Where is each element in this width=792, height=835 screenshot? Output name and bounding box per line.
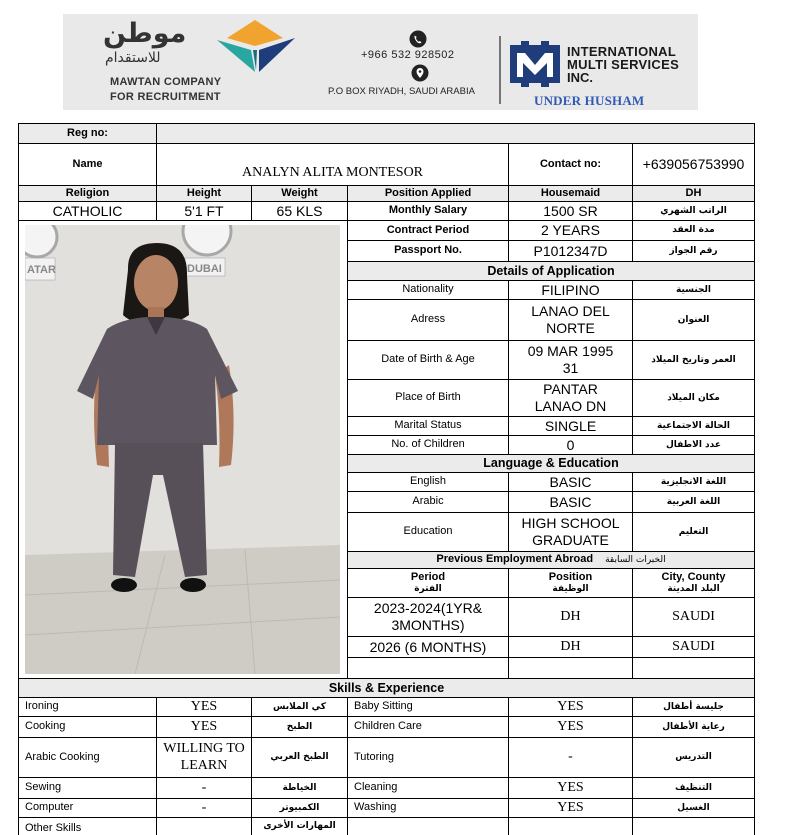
employment-city-1: SAUDI: [632, 597, 755, 637]
reg-no-value: [156, 123, 755, 144]
place-of-birth-arabic: مكان الميلاد: [632, 379, 755, 417]
skill-ironing-value: YES: [156, 697, 252, 717]
skill-childcare-label: Children Care: [347, 716, 509, 738]
address-arabic: العنوان: [632, 299, 755, 341]
skill-babysitting-value: YES: [508, 697, 633, 717]
name-label: Name: [18, 143, 157, 186]
header-divider: [499, 36, 501, 104]
contract-period-label: Contract Period: [347, 220, 509, 241]
marital-status-label: Marital Status: [347, 416, 509, 436]
passport-label: Passport No.: [347, 240, 509, 262]
employment-empty-3: [632, 657, 755, 679]
address-value: LANAO DEL NORTE: [508, 299, 633, 341]
name-value: ANALYN ALITA MONTESOR: [156, 143, 509, 186]
ims-logo-icon: [507, 41, 563, 87]
position-applied-label: Position Applied: [347, 185, 509, 202]
weight-label: Weight: [251, 185, 348, 202]
english-label: English: [347, 472, 509, 492]
skill-computer-label: Computer: [18, 798, 157, 818]
clock-label-right: DUBAI: [187, 263, 222, 275]
arabic-value: BASIC: [508, 491, 633, 513]
religion-label: Religion: [18, 185, 157, 202]
marital-status-arabic: الحالة الاجتماعية: [632, 416, 755, 436]
skill-computer-value: -: [156, 798, 252, 818]
mawtan-logo-icon: [213, 18, 298, 74]
skill-sewing-arabic: الخياطة: [251, 777, 348, 799]
skill-tutoring-value: -: [508, 737, 633, 778]
skill-cooking-value: YES: [156, 716, 252, 738]
skill-arabic-cooking-label: Arabic Cooking: [18, 737, 157, 778]
place-of-birth-value: PANTAR LANAO DN: [508, 379, 633, 417]
header-address: P.O BOX RIYADH, SAUDI ARABIA: [328, 86, 475, 97]
employment-title: Previous Employment Abroad: [436, 553, 594, 566]
skill-other-value: [156, 817, 252, 835]
nationality-label: Nationality: [347, 280, 509, 300]
employment-position-2: DH: [508, 636, 633, 658]
skill-arabic-cooking-value: WILLING TO LEARN: [156, 737, 252, 778]
english-value: BASIC: [508, 472, 633, 492]
education-value: HIGH SCHOOL GRADUATE: [508, 512, 633, 552]
company-arabic-name: موطن: [103, 18, 187, 49]
skills-section-title: Skills & Experience: [18, 678, 755, 698]
passport-arabic: رقم الجواز: [632, 240, 755, 262]
company-arabic-subtitle: للاستقدام: [105, 50, 161, 66]
skill-empty-value: [508, 817, 633, 835]
monthly-salary-label: Monthly Salary: [347, 201, 509, 221]
children-arabic: عدد الاطفال: [632, 435, 755, 455]
location-pin-icon: [411, 64, 429, 82]
children-label: No. of Children: [347, 435, 509, 455]
employment-period-1: 2023-2024(1YR& 3MONTHS): [347, 597, 509, 637]
skill-cleaning-arabic: التنظيف: [632, 777, 755, 799]
skill-ironing-arabic: كي الملابس: [251, 697, 348, 717]
ims-name-line1: INTERNATIONAL: [567, 44, 677, 59]
dob-age-label: Date of Birth & Age: [347, 340, 509, 380]
employment-city-2: SAUDI: [632, 636, 755, 658]
skill-computer-arabic: الكمبيوتر: [251, 798, 348, 818]
employment-empty-1: [347, 657, 509, 679]
ims-name-line2: MULTI SERVICES: [567, 57, 680, 72]
details-section-title: Details of Application: [347, 261, 755, 281]
contact-value: +639056753990: [632, 143, 755, 186]
skill-sewing-value: -: [156, 777, 252, 799]
address-label: Adress: [347, 299, 509, 341]
skill-cooking-label: Cooking: [18, 716, 157, 738]
company-name-line2: FOR RECRUITMENT: [110, 91, 221, 103]
skill-sewing-label: Sewing: [18, 777, 157, 799]
col-period-arabic: الفترة: [414, 584, 442, 595]
dob-age-value: 09 MAR 1995 31: [508, 340, 633, 380]
marital-status-value: SINGLE: [508, 416, 633, 436]
skill-babysitting-label: Baby Sitting: [347, 697, 509, 717]
employment-title-arabic: الخبرات السابقة: [605, 554, 666, 565]
clock-label-left: ATAR: [27, 264, 56, 276]
language-section-title: Language & Education: [347, 454, 755, 473]
phone-icon: [408, 30, 428, 48]
skill-ironing-label: Ironing: [18, 697, 157, 717]
applicant-photo: [25, 225, 340, 674]
employment-period-2: 2026 (6 MONTHS): [347, 636, 509, 658]
skill-washing-label: Washing: [347, 798, 509, 818]
monthly-salary-value: 1500 SR: [508, 201, 633, 221]
col-period-header: [347, 568, 509, 598]
reg-no-label: Reg no:: [18, 123, 157, 144]
employment-position-1: DH: [508, 597, 633, 637]
monthly-salary-arabic: الراتب الشهري: [632, 201, 755, 221]
ims-name-line3: INC.: [567, 70, 593, 85]
col-city-header: [632, 568, 755, 598]
place-of-birth-label: Place of Birth: [347, 379, 509, 417]
col-position-arabic: الوظيفة: [552, 584, 589, 595]
dob-age-arabic: العمر وتاريخ الميلاد: [632, 340, 755, 380]
col-period-label: Period: [410, 571, 446, 583]
contact-label: Contact no:: [508, 143, 633, 186]
contract-period-arabic: مدة العقد: [632, 220, 755, 241]
arabic-arabic: اللغة العربية: [632, 491, 755, 513]
position-code: DH: [632, 185, 755, 202]
skill-washing-value: YES: [508, 798, 633, 818]
nationality-arabic: الجنسية: [632, 280, 755, 300]
skill-washing-arabic: الغسيل: [632, 798, 755, 818]
height-value: 5'1 FT: [156, 201, 252, 221]
skill-cleaning-label: Cleaning: [347, 777, 509, 799]
arabic-label: Arabic: [347, 491, 509, 513]
religion-value: CATHOLIC: [18, 201, 157, 221]
col-position-label: Position: [548, 571, 593, 583]
english-arabic: اللغة الانجليزية: [632, 472, 755, 492]
company-name-line1: MAWTAN COMPANY: [110, 76, 222, 88]
col-position-header: [508, 568, 633, 598]
nationality-value: FILIPINO: [508, 280, 633, 300]
skill-empty-arabic: [632, 817, 755, 835]
skill-cleaning-value: YES: [508, 777, 633, 799]
skill-other-arabic: المهارات الأخرى: [251, 817, 348, 835]
employment-section-title: [347, 551, 755, 569]
col-city-arabic: البلد المدينة: [667, 584, 720, 595]
children-value: 0: [508, 435, 633, 455]
skill-arabic-cooking-arabic: الطبخ العربي: [251, 737, 348, 778]
skill-empty-label: [347, 817, 509, 835]
passport-value: P1012347D: [508, 240, 633, 262]
position-applied-value: Housemaid: [508, 185, 633, 202]
weight-value: 65 KLS: [251, 201, 348, 221]
skill-cooking-arabic: الطبخ: [251, 716, 348, 738]
contract-period-value: 2 YEARS: [508, 220, 633, 241]
skill-other-label: Other Skills: [18, 817, 157, 835]
education-label: Education: [347, 512, 509, 552]
skill-childcare-arabic: رعاية الأطفال: [632, 716, 755, 738]
height-label: Height: [156, 185, 252, 202]
skill-tutoring-arabic: التدريس: [632, 737, 755, 778]
skill-childcare-value: YES: [508, 716, 633, 738]
skill-tutoring-label: Tutoring: [347, 737, 509, 778]
education-arabic: التعليم: [632, 512, 755, 552]
employment-empty-2: [508, 657, 633, 679]
skill-babysitting-arabic: جليسة أطفال: [632, 697, 755, 717]
under-husham-label: UNDER HUSHAM: [534, 93, 645, 108]
header-phone: +966 532 928502: [361, 49, 455, 61]
col-city-label: City, County: [661, 571, 726, 583]
